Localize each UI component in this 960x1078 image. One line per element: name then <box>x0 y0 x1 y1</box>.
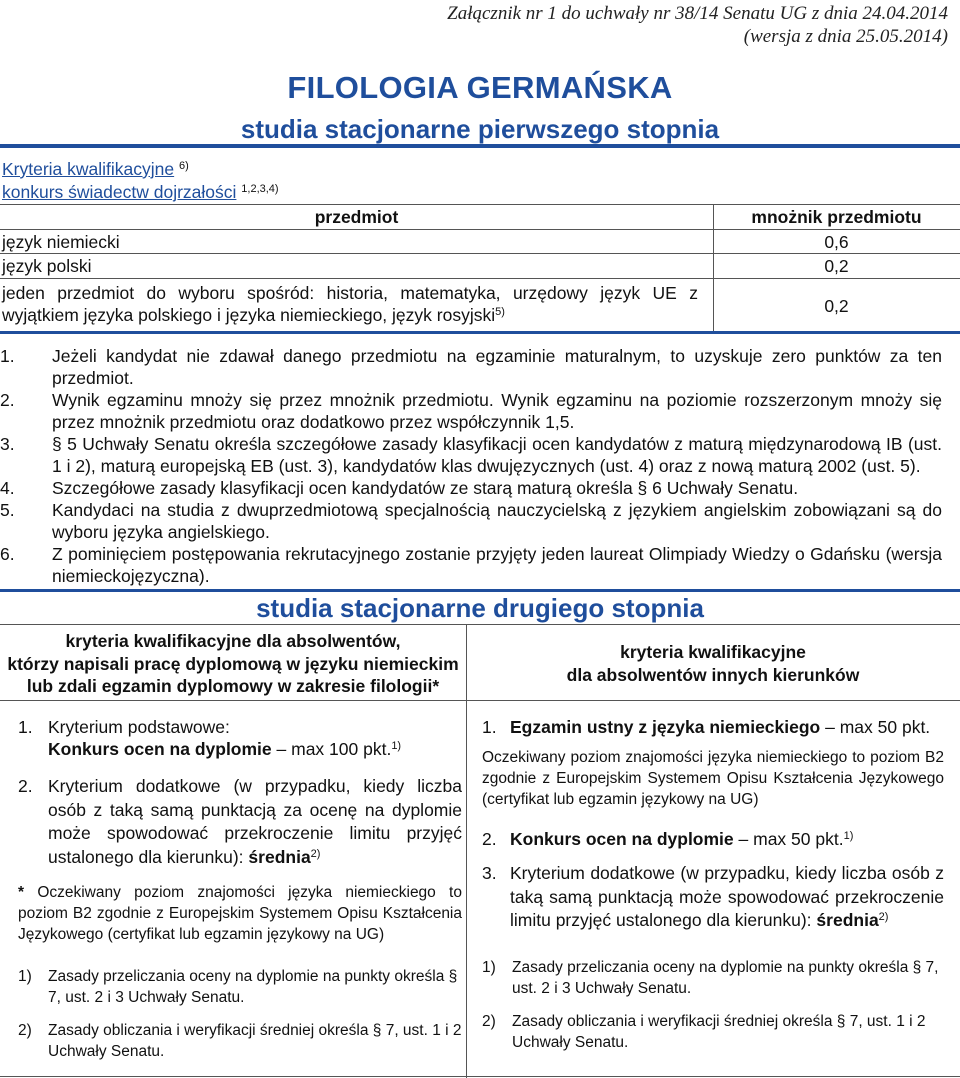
item-bold-text: Konkurs ocen na dyplomie <box>510 829 734 849</box>
table-row <box>0 254 960 279</box>
note-text: Wynik egzaminu mnoży się przez mnożnik przedmiotu. Wynik egzaminu na poziomie rozszerzonym mnoży się przez mnożnik przedmiotu oraz dodatkowo przez współczynnik 1,5. <box>52 390 942 432</box>
annex-line-1: Załącznik nr 1 do uchwały nr 38/14 Senatu UG z dnia 24.04.2014 <box>447 3 948 24</box>
columns-divider <box>466 624 467 1078</box>
left-heading-line: lub zdali egzamin dyplomowy w zakresie filologii* <box>26 676 440 696</box>
item-number: 1. <box>482 717 497 737</box>
right-heading <box>466 641 960 687</box>
note-text: Z pominięciem postępowania rekrutacyjnego zostanie przyjęty jeden laureat Olimpiady Wiedzy o Gdańsku (wersja niemieckojęzyczna). <box>52 544 942 586</box>
footnote-number: 1) <box>482 959 496 976</box>
table-bottom-divider <box>0 331 960 334</box>
subject-cell: język niemiecki <box>2 232 120 252</box>
right-heading-line: dla absolwentów innych kierunków <box>566 665 860 685</box>
left-item-2 <box>18 775 462 869</box>
item-number: 2. <box>18 776 33 796</box>
note-text: Szczegółowe zasady klasyfikacji ocen kandydatów ze starą maturą określa § 6 Uchwały Senatu. <box>52 478 799 498</box>
item-text: Kryterium dodatkowe (w przypadku, kiedy liczba osób z taką samą punktacją może spowodować przekroczenie limitu przyjęć ustalonego dla kierunku): <box>510 863 944 930</box>
note-text: Jeżeli kandydat nie zdawał danego przedmiotu na egzaminie maturalnym, to uzyskuje zero punktów za ten przedmiot. <box>52 346 942 388</box>
note-number: 6. <box>0 544 15 564</box>
footnote-text: Zasady obliczania i weryfikacji średniej określa § 7, ust. 1 i 2 Uchwały Senatu. <box>48 1022 462 1060</box>
note-number: 2. <box>0 390 15 410</box>
subject-cell <box>2 282 698 326</box>
table-row <box>0 279 960 331</box>
criteria-heading-text: Kryteria kwalifikacyjne <box>2 159 175 179</box>
annex-line-2: (wersja z dnia 25.05.2014) <box>743 26 948 47</box>
note-text: § 5 Uchwały Senatu określa szczegółowe zasady klasyfikacji ocen kandydatów z maturą międzynarodową IB (ust. 1 i 2), maturą europejską EB (ust. 3), kandydatów klas dwujęzycznych (ust. 4) oraz z nową maturą 2002 (ust. 5). <box>52 434 942 476</box>
item-text: Kryterium podstawowe: <box>48 717 230 737</box>
note-number: 5. <box>0 500 15 520</box>
subtitle-first-degree: studia stacjonarne pierwszego stopnia <box>240 114 720 144</box>
columns-top-border <box>0 624 960 625</box>
contest-heading-sup: 1,2,3,4) <box>241 183 279 195</box>
star-mark: * <box>18 884 25 901</box>
list-item <box>0 543 942 587</box>
note-number: 3. <box>0 434 15 454</box>
list-item <box>18 966 462 1008</box>
list-item <box>0 433 942 477</box>
col-header-multiplier: mnożnik przedmiotu <box>751 207 922 227</box>
footnote-text: Zasady przeliczania oceny na dyplomie na punkty określa § 7, ust. 2 i 3 Uchwały Senatu. <box>512 959 939 997</box>
item-text: Kryterium dodatkowe (w przypadku, kiedy liczba osób z taką samą punktacją za ocenę na dyplomie może spowodować przekroczenie limitu przyjęć ustalonego dla kierunku): <box>48 776 462 867</box>
item-number: 2. <box>482 829 497 849</box>
title-divider <box>0 144 960 148</box>
right-item-1 <box>482 716 952 738</box>
table-row <box>0 230 960 254</box>
subtitle-second-degree: studia stacjonarne drugiego stopnia <box>256 593 704 623</box>
footnote-text: Zasady obliczania i weryfikacji średniej określa § 7, ust. 1 i 2 Uchwały Senatu. <box>512 1013 926 1051</box>
page-title: FILOLOGIA GERMAŃSKA <box>287 70 673 105</box>
subject-cell-sup: 5) <box>495 306 505 318</box>
table-header-row <box>0 205 960 230</box>
left-heading <box>0 630 466 698</box>
left-footnotes <box>18 966 462 1062</box>
list-item <box>18 1020 462 1062</box>
col-header-subject: przedmiot <box>314 207 399 227</box>
subject-cell-text: jeden przedmiot do wyboru spośród: historia, matematyka, urzędowy język UE z wyjątkiem języka polskiego i języka niemieckiego, język rosyjski <box>2 283 698 325</box>
item-number: 3. <box>482 863 497 883</box>
first-degree-notes <box>0 345 942 587</box>
note-number: 1. <box>0 346 15 366</box>
item-sup: 2) <box>878 911 889 923</box>
item-text: – max 50 pkt. <box>733 829 844 849</box>
item-bold-text: średnia <box>248 846 311 867</box>
multiplier-cell: 0,2 <box>824 256 849 276</box>
note-number: 4. <box>0 478 15 498</box>
right-item-2 <box>482 828 952 850</box>
contest-heading-text: konkurs świadectw dojrzałości <box>2 182 237 202</box>
list-item <box>0 345 942 389</box>
table-column-divider <box>713 205 714 331</box>
list-item <box>0 499 942 543</box>
item-bold-text: średnia <box>816 910 879 930</box>
item-sup: 1) <box>391 740 402 752</box>
contest-heading <box>2 181 279 203</box>
right-note: Oczekiwany poziom znajomości języka niemieckiego to poziom B2 zgodnie z Europejskim Systemem Opisu Kształcenia Językowego (certyfikat lub egzamin językowy na UG) <box>482 749 944 808</box>
left-item-1 <box>18 716 458 760</box>
item-bold-text: Konkurs ocen na dyplomie <box>48 739 272 759</box>
right-footnotes <box>482 957 944 1053</box>
second-degree-divider <box>0 589 960 592</box>
item-text: – max 100 pkt. <box>271 739 392 759</box>
left-star-note <box>18 882 462 945</box>
note-text: Kandydaci na studia z dwuprzedmiotową specjalnością nauczycielską z językiem angielskim zobowiązani są do wyboru języka angielskiego. <box>52 500 942 542</box>
right-item-3 <box>482 862 944 933</box>
list-item <box>0 477 942 499</box>
subject-cell: język polski <box>2 256 92 276</box>
left-heading-line: którzy napisali pracę dyplomową w języku niemieckim <box>7 653 459 674</box>
columns-bottom-border <box>0 1076 960 1077</box>
multiplier-cell: 0,6 <box>824 232 849 252</box>
multiplier-cell: 0,2 <box>824 296 849 316</box>
left-heading-line: kryteria kwalifikacyjne dla absolwentów, <box>65 631 401 651</box>
item-bold-text: Egzamin ustny z języka niemieckiego <box>510 717 821 737</box>
footnote-number: 2) <box>482 1013 496 1030</box>
footnote-number: 1) <box>18 968 32 985</box>
star-note-text: Oczekiwany poziom znajomości języka niemieckiego to poziom B2 zgodnie z Europejskim Systemem Opisu Kształcenia Językowego (certyfikat lub egzamin językowy na UG) <box>18 884 462 943</box>
annex-header <box>248 2 948 48</box>
list-item <box>482 957 944 999</box>
footnote-text: Zasady przeliczania oceny na dyplomie na punkty określa § 7, ust. 2 i 3 Uchwały Senatu. <box>48 968 458 1006</box>
criteria-heading <box>2 158 189 180</box>
item-number: 1. <box>18 717 33 737</box>
item-sup: 2) <box>310 847 321 860</box>
item-sup: 1) <box>843 830 854 842</box>
list-item <box>0 389 942 433</box>
list-item <box>482 1011 944 1053</box>
columns-header-border <box>0 700 960 701</box>
item-text: – max 50 pkt. <box>820 717 931 737</box>
right-heading-line: kryteria kwalifikacyjne <box>620 642 806 662</box>
footnote-number: 2) <box>18 1022 32 1039</box>
criteria-heading-sup: 6) <box>179 160 189 172</box>
